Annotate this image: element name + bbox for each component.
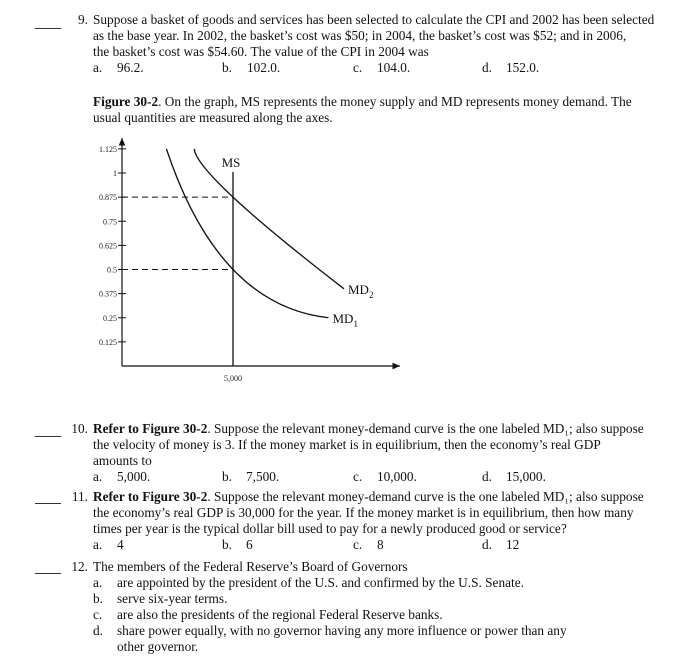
question-text: [93, 489, 644, 504]
md1-demand-curve: [166, 149, 328, 318]
y-tick-label: 0.75: [103, 217, 117, 227]
answer-blank-q10[interactable]: [35, 436, 61, 437]
choice-letter: d.: [482, 60, 492, 75]
question-number: 11.: [71, 489, 88, 504]
question-text: the economy’s real GDP is 30,000 for the year. If the money market is in equilibrium, then how many: [93, 505, 634, 520]
question-text-rest: . Suppose the relevant money-demand curve is the one labeled MD₁; also suppose: [207, 489, 644, 504]
y-tick-label: 0.625: [99, 241, 117, 251]
question-text: amounts to: [93, 453, 152, 468]
choice-text: are appointed by the president of the U.S. and confirmed by the U.S. Senate.: [117, 575, 524, 590]
y-tick-label: 0.25: [103, 313, 117, 323]
choice-letter: c.: [93, 607, 103, 622]
question-number: 12.: [71, 559, 88, 574]
choice-letter: d.: [482, 537, 492, 552]
x-tick-label: 5,000: [224, 374, 242, 383]
figure-label: Figure 30-2: [93, 94, 159, 109]
md1-label-subscript: 1: [353, 318, 358, 329]
choice-letter: a.: [93, 537, 103, 552]
md1-label: MD: [332, 310, 354, 326]
choice-text: 10,000.: [377, 469, 417, 484]
figure-reference: Refer to Figure 30-2: [93, 421, 208, 436]
md2-demand-curve: [194, 149, 344, 289]
choice-letter: a.: [93, 60, 103, 75]
md2-label: MD: [348, 281, 369, 297]
choice-text: share power equally, with no governor having any more influence or power than any: [117, 623, 567, 638]
choice-text: 104.0.: [377, 60, 411, 75]
question-number: 9.: [78, 12, 88, 27]
choice-text-continued: other governor.: [117, 639, 199, 654]
question-text: the basket’s cost was $54.60. The value of the CPI in 2004 was: [93, 44, 429, 59]
choice-text: 7,500.: [246, 469, 280, 484]
choice-text: 4: [117, 537, 124, 552]
choice-letter: b.: [222, 537, 232, 552]
choice-letter: c.: [353, 469, 363, 484]
question-number: 10.: [71, 421, 88, 436]
choice-letter: b.: [93, 591, 103, 606]
choice-text: are also the presidents of the regional Federal Reserve banks.: [117, 607, 443, 622]
choice-text: 152.0.: [506, 60, 540, 75]
question-text-rest: . Suppose the relevant money-demand curve is the one labeled MD₁; also suppose: [207, 421, 644, 436]
y-tick-label: 1: [113, 169, 117, 178]
choice-letter: d.: [482, 469, 492, 484]
y-tick-label: 0.875: [99, 193, 117, 203]
choice-letter: a.: [93, 575, 103, 590]
choice-letter: c.: [353, 60, 363, 75]
figure-caption-text: usual quantities are measured along the axes.: [93, 110, 333, 125]
y-tick-label: 0.125: [99, 337, 117, 347]
y-tick-label: 0.375: [99, 289, 117, 299]
md2-label-subscript: 2: [369, 289, 374, 300]
choice-letter: b.: [222, 469, 232, 484]
choice-text: 15,000.: [506, 469, 546, 484]
choice-text: 5,000.: [117, 469, 151, 484]
choice-text: 12: [506, 537, 520, 552]
question-text: as the base year. In 2002, the basket’s cost was $50; in 2004, the basket’s cost was $52; and in 2006,: [93, 28, 627, 43]
choice-text: serve six-year terms.: [117, 591, 228, 606]
question-text: [93, 421, 644, 436]
choice-letter: d.: [93, 623, 103, 638]
question-text: The members of the Federal Reserve’s Board of Governors: [93, 559, 408, 574]
choice-letter: c.: [353, 537, 363, 552]
question-text: the velocity of money is 3. If the money market is in equilibrium, then the economy’s real GDP: [93, 437, 601, 452]
choice-letter: a.: [93, 469, 103, 484]
y-tick-label: 0.5: [107, 265, 117, 275]
y-tick-label: 1.125: [99, 144, 117, 154]
choice-letter: b.: [222, 60, 232, 75]
question-text: times per year is the typical dollar bill used to pay for a newly produced good or service?: [93, 521, 567, 536]
figure-caption-text: . On the graph, MS represents the money supply and MD represents money demand. The: [158, 94, 632, 109]
choice-text: 96.2.: [117, 60, 144, 75]
ms-label: MS: [221, 155, 241, 170]
choice-text: 6: [246, 537, 253, 552]
figure-reference: Refer to Figure 30-2: [93, 489, 208, 504]
choice-text: 8: [377, 537, 384, 552]
question-text: Suppose a basket of goods and services has been selected to calculate the CPI and 2002 has been selected: [93, 12, 655, 27]
choice-text: 102.0.: [247, 60, 281, 75]
